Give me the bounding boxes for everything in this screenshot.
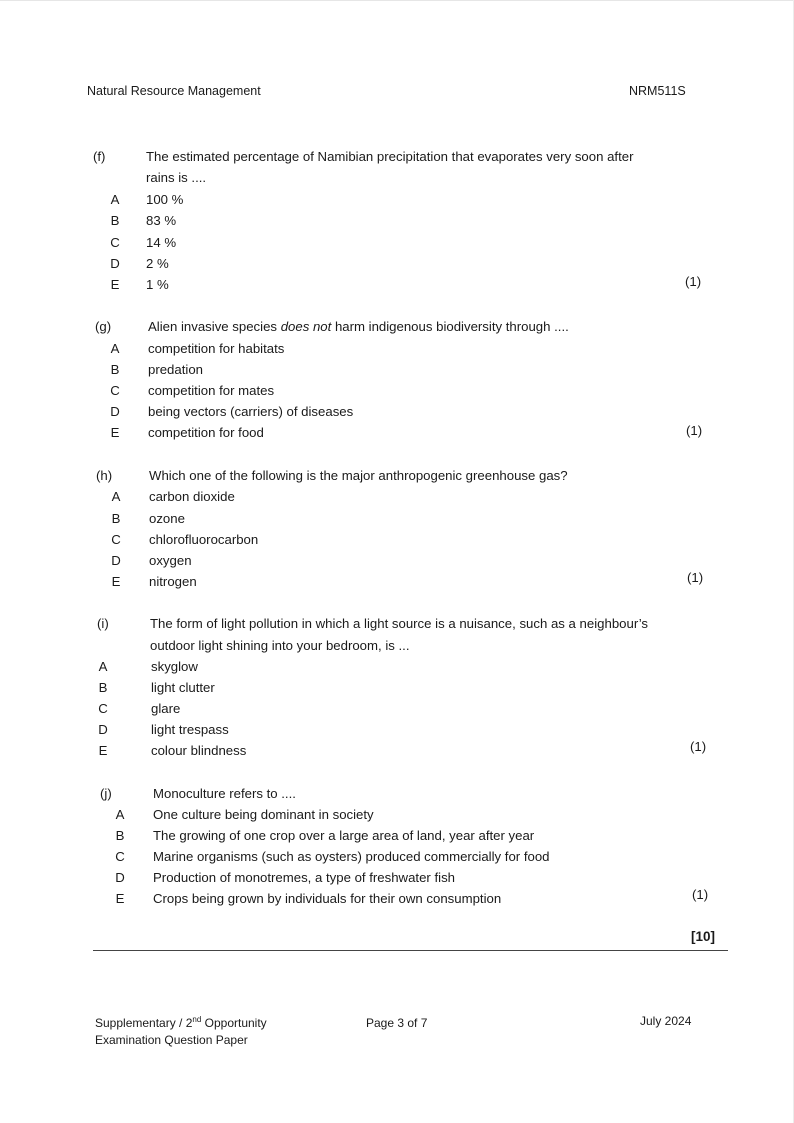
stem-text: harm indigenous biodiversity through ....: [331, 319, 569, 334]
question-h-mark: (1): [687, 570, 704, 585]
option-letter: D: [111, 553, 121, 568]
option-text: being vectors (carriers) of diseases: [148, 404, 354, 419]
option-letter: E: [115, 891, 125, 906]
question-g-mark: (1): [686, 423, 703, 438]
question-stem: [148, 316, 569, 337]
question-stem: The form of light pollution in which a light source is a nuisance, such as a neighbour’s: [150, 616, 648, 631]
option-letter: E: [98, 743, 108, 758]
option-text: 83 %: [146, 213, 177, 228]
option-text: carbon dioxide: [149, 489, 235, 504]
option-text: competition for food: [148, 425, 264, 440]
option-letter: C: [110, 235, 120, 250]
section-divider: [93, 950, 728, 951]
option-letter: B: [98, 680, 108, 695]
question-stem: The estimated percentage of Namibian precipitation that evaporates very soon after: [146, 149, 634, 164]
question-stem: Monoculture refers to ....: [153, 786, 296, 801]
question-stem-cont: outdoor light shining into your bedroom, is ...: [150, 638, 410, 653]
page-number: Page 3 of 7: [366, 1016, 428, 1030]
option-letter: A: [98, 659, 108, 674]
option-text: chlorofluorocarbon: [149, 532, 259, 547]
option-text: One culture being dominant in society: [153, 807, 374, 822]
question-j: [100, 783, 730, 913]
option-letter: C: [115, 849, 125, 864]
footer-left: [95, 1015, 267, 1049]
option-text: colour blindness: [151, 743, 247, 758]
option-letter: A: [111, 489, 121, 504]
question-g: [95, 316, 725, 446]
footer-text: Supplementary / 2: [95, 1016, 193, 1030]
question-h: [96, 465, 726, 595]
stem-emphasis: does not: [280, 319, 332, 334]
option-letter: B: [111, 511, 121, 526]
option-text: 2 %: [146, 256, 169, 271]
option-text: 100 %: [146, 192, 184, 207]
option-letter: A: [110, 341, 120, 356]
option-text: Crops being grown by individuals for their own consumption: [153, 891, 502, 906]
option-text: nitrogen: [149, 574, 197, 589]
option-text: competition for habitats: [148, 341, 285, 356]
option-text: light trespass: [151, 722, 229, 737]
question-i: [97, 613, 727, 763]
option-text: glare: [151, 701, 181, 716]
question-f-mark: (1): [685, 274, 702, 289]
option-text: skyglow: [151, 659, 198, 674]
option-text: light clutter: [151, 680, 215, 695]
option-letter: D: [98, 722, 108, 737]
footer-superscript: nd: [192, 1015, 202, 1024]
question-number: (i): [97, 616, 109, 631]
option-letter: C: [110, 383, 120, 398]
option-letter: B: [110, 213, 120, 228]
option-letter: D: [110, 256, 120, 271]
footer-text: Opportunity: [201, 1016, 267, 1030]
footer-paper-type: Examination Question Paper: [95, 1033, 248, 1047]
option-letter: A: [115, 807, 125, 822]
question-number: (h): [96, 468, 113, 483]
page-top-edge: [0, 0, 794, 1]
option-letter: B: [115, 828, 125, 843]
option-letter: E: [110, 277, 120, 292]
question-stem-cont: rains is ....: [146, 170, 207, 185]
option-letter: A: [110, 192, 120, 207]
option-letter: E: [111, 574, 121, 589]
course-title: Natural Resource Management: [87, 84, 261, 98]
option-letter: C: [98, 701, 108, 716]
option-text: ozone: [149, 511, 185, 526]
option-text: oxygen: [149, 553, 192, 568]
option-text: The growing of one crop over a large area of land, year after year: [153, 828, 535, 843]
exam-date: July 2024: [640, 1014, 692, 1028]
option-text: 14 %: [146, 235, 177, 250]
question-number: (f): [93, 149, 106, 164]
question-number: (g): [95, 319, 112, 334]
question-f: [93, 146, 723, 296]
footer-exam-type: [95, 1015, 267, 1032]
option-letter: B: [110, 362, 120, 377]
option-text: 1 %: [146, 277, 169, 292]
option-text: predation: [148, 362, 203, 377]
stem-text: Alien invasive species: [148, 319, 281, 334]
option-text: Marine organisms (such as oysters) produced commercially for food: [153, 849, 550, 864]
option-letter: D: [110, 404, 120, 419]
option-letter: E: [110, 425, 120, 440]
section-total: [10]: [690, 929, 715, 944]
question-number: (j): [100, 786, 112, 801]
option-letter: C: [111, 532, 121, 547]
course-code: NRM511S: [629, 84, 686, 98]
question-stem: Which one of the following is the major anthropogenic greenhouse gas?: [149, 468, 568, 483]
question-i-mark: (1): [690, 739, 707, 754]
question-j-mark: (1): [692, 887, 709, 902]
option-text: Production of monotremes, a type of freshwater fish: [153, 870, 455, 885]
option-text: competition for mates: [148, 383, 275, 398]
option-letter: D: [115, 870, 125, 885]
